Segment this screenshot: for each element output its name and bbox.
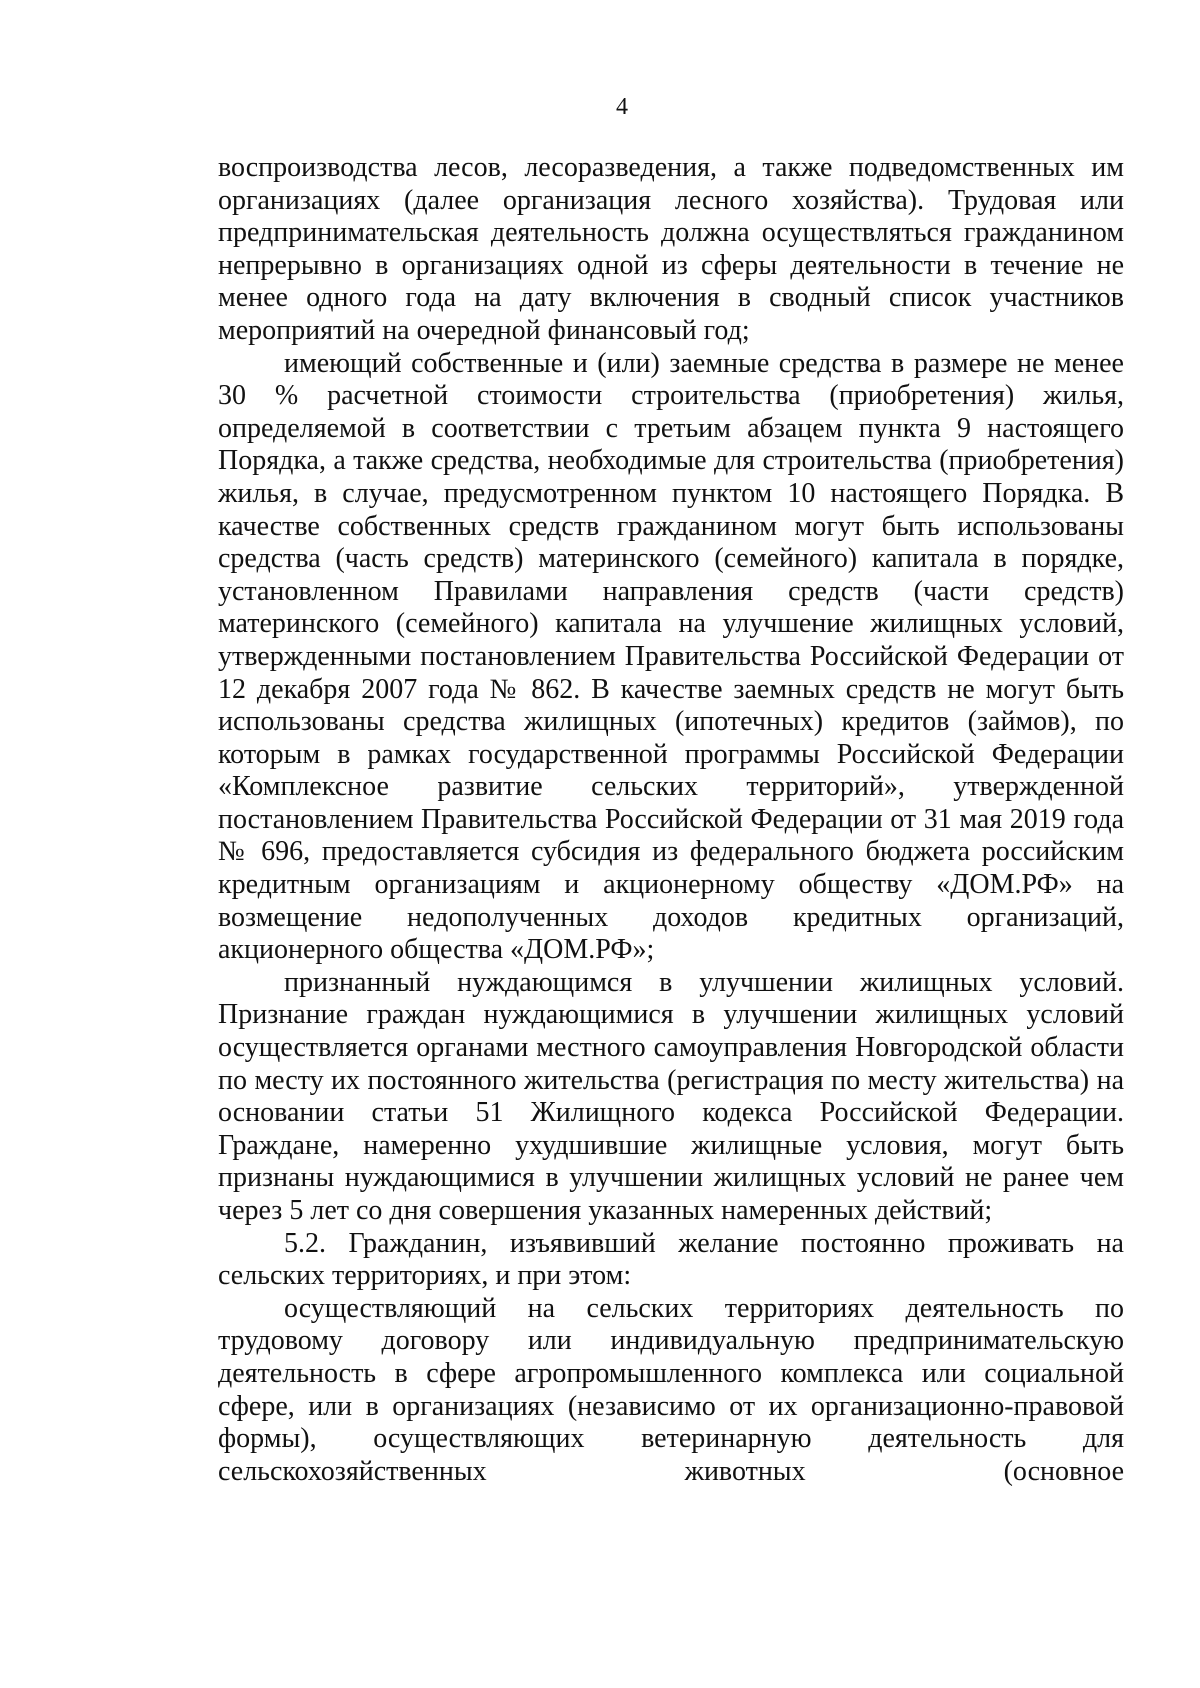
document-body bbox=[218, 152, 1124, 1488]
page-number: 4 bbox=[616, 94, 628, 120]
paragraph-own-funds: имеющий собственные и (или) заемные средства в размере не менее 30 % расчетной стоимости строительства (приобретения) жилья, определяемой в соответствии с третьим абзацем пункта 9 настоящего Порядка, а также средства, необходимые для строительства (приобретения) жилья, в случае, предусмотренном пунктом 10 настоящего Порядка. В качестве собственных средств гражданином могут быть использованы средства (часть средств) материнского (семейного) капитала в порядке, установленном Правилами направления средств (части средств) материнского (семейного) капитала на улучшение жилищных условий, утвержденными постановлением Правительства Российской Федерации от 12 декабря 2007 года № 862. В качестве заемных средств не могут быть использованы средства жилищных (ипотечных) кредитов (займов), по которым в рамках государственной программы Российской Федерации «Комплексное развитие сельских территорий», утвержденной постановлением Правительства Российской Федерации от 31 мая 2019 года № 696, предоставляется субсидия из федерального бюджета российским кредитным организациям и акционерному обществу «ДОМ.РФ» на возмещение недополученных доходов кредитных организаций, акционерного общества «ДОМ.РФ»; bbox=[218, 347, 1124, 966]
paragraph-rural-activity: осуществляющий на сельских территориях деятельность по трудовому договору или индивидуальную предпринимательскую деятельность в сфере агропромышленного комплекса или социальной сфере, или в организациях (независимо от их организационно-правовой формы), осуществляющих ветеринарную деятельность для сельскохозяйственных животных (основное bbox=[218, 1292, 1124, 1487]
paragraph-forestry-continuation: воспроизводства лесов, лесоразведения, а также подведомственных им организациях (далее организация лесного хозяйства). Трудовая или предпринимательская деятельность должна осуществляться гражданином непрерывно в организациях одной из сферы деятельности в течение не менее одного года на дату включения в сводный список участников мероприятий на очередной финансовый год; bbox=[218, 152, 1124, 346]
paragraph-housing-need: признанный нуждающимся в улучшении жилищных условий. Признание граждан нуждающимися в улучшении жилищных условий осуществляется органами местного самоуправления Новгородской области по месту их постоянного жительства (регистрация по месту жительства) на основании статьи 51 Жилищного кодекса Российской Федерации. Граждане, намеренно ухудшившие жилищные условия, могут быть признаны нуждающимися в улучшении жилищных условий не ранее чем через 5 лет со дня совершения указанных намеренных действий; bbox=[218, 966, 1124, 1226]
paragraph-clause-5-2: 5.2. Гражданин, изъявивший желание постоянно проживать на сельских территориях, и при этом: bbox=[218, 1227, 1124, 1292]
